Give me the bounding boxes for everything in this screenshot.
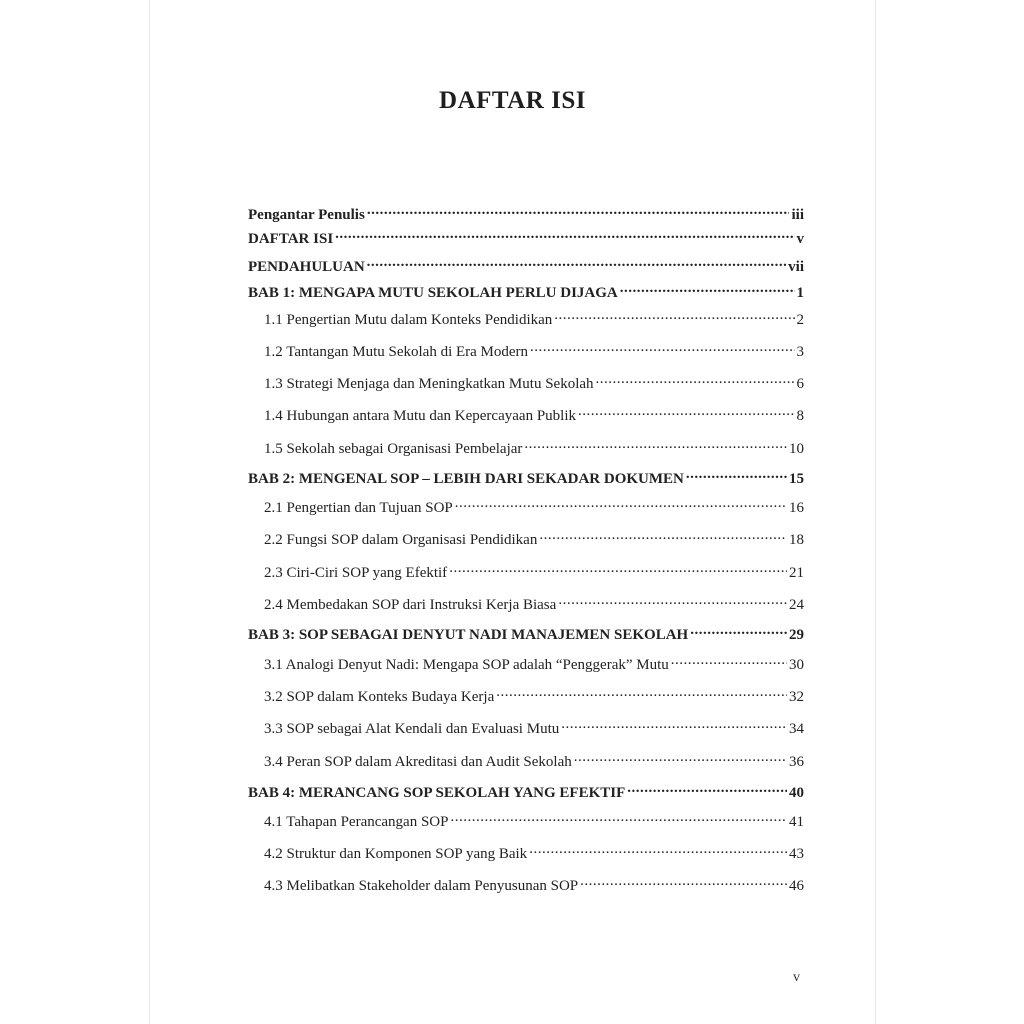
toc-dot-leader bbox=[450, 811, 787, 826]
toc-entry-label: 4.1 Tahapan Perancangan SOP bbox=[264, 814, 449, 830]
toc-entry-label: 1.5 Sekolah sebagai Organisasi Pembelajar bbox=[264, 441, 523, 457]
toc-dot-leader bbox=[554, 309, 794, 324]
toc-entry-label: BAB 4: MERANCANG SOP SEKOLAH YANG EFEKTIF bbox=[248, 785, 626, 801]
toc-entry-page: 30 bbox=[789, 657, 804, 673]
toc-entry-label: BAB 3: SOP SEBAGAI DENYUT NADI MANAJEMEN SEKOLAH bbox=[248, 627, 689, 643]
toc-section-entry bbox=[248, 594, 804, 614]
toc-entry-label: 2.3 Ciri-Ciri SOP yang Efektif bbox=[264, 565, 448, 581]
toc-entry-page: 16 bbox=[789, 500, 804, 516]
toc-entry-page: 29 bbox=[789, 627, 804, 643]
page-number: v bbox=[793, 970, 800, 985]
toc-dot-leader bbox=[574, 751, 787, 766]
toc-entry-page: 43 bbox=[789, 846, 804, 862]
toc-entry-page: 34 bbox=[789, 721, 804, 737]
toc-entry-page: 15 bbox=[789, 471, 804, 487]
toc-entry-page: 8 bbox=[796, 408, 804, 424]
toc-section-entry bbox=[248, 405, 804, 425]
toc-entry-page: iii bbox=[791, 207, 804, 223]
toc-entry-page: 46 bbox=[789, 878, 804, 894]
toc-chapter-entry bbox=[248, 282, 804, 302]
toc-entry-label: 3.2 SOP dalam Konteks Budaya Kerja bbox=[264, 689, 495, 705]
toc-entry-label: 1.4 Hubungan antara Mutu dan Kepercayaan Publik bbox=[264, 408, 576, 424]
toc-dot-leader bbox=[690, 624, 787, 639]
toc-entry-page: 1 bbox=[796, 285, 804, 301]
toc-dot-leader bbox=[539, 529, 787, 544]
document-page bbox=[149, 0, 876, 1024]
toc-chapter-entry bbox=[248, 468, 804, 488]
toc-chapter-entry bbox=[248, 782, 804, 802]
toc-entry-page: 18 bbox=[789, 532, 804, 548]
toc-entry-label: 4.3 Melibatkan Stakeholder dalam Penyusunan SOP bbox=[264, 878, 579, 894]
toc-section-entry bbox=[248, 811, 804, 831]
toc-dot-leader bbox=[524, 438, 787, 453]
page-title: DAFTAR ISI bbox=[439, 87, 586, 114]
toc-section-entry bbox=[248, 686, 804, 706]
toc-dot-leader bbox=[530, 341, 794, 356]
toc-entry-label: DAFTAR ISI bbox=[248, 231, 334, 247]
toc-entry-label: 3.3 SOP sebagai Alat Kendali dan Evaluasi Mutu bbox=[264, 721, 560, 737]
toc-entry-label: BAB 1: MENGAPA MUTU SEKOLAH PERLU DIJAGA bbox=[248, 285, 618, 301]
toc-entry-label: 3.1 Analogi Denyut Nadi: Mengapa SOP adalah “Penggerak” Mutu bbox=[264, 657, 669, 673]
toc-entry-page: 32 bbox=[789, 689, 804, 705]
toc-entry-label: 3.4 Peran SOP dalam Akreditasi dan Audit Sekolah bbox=[264, 754, 572, 770]
toc-dot-leader bbox=[455, 497, 787, 512]
toc-dot-leader bbox=[561, 718, 787, 733]
toc-section-entry bbox=[248, 529, 804, 549]
toc-entry-page: 24 bbox=[789, 597, 804, 613]
toc-entry-label: 2.1 Pengertian dan Tujuan SOP bbox=[264, 500, 453, 516]
toc-dot-leader bbox=[620, 282, 795, 297]
toc-dot-leader bbox=[496, 686, 787, 701]
toc-entry-label: PENDAHULUAN bbox=[248, 259, 365, 275]
toc-dot-leader bbox=[671, 654, 787, 669]
toc-section-entry bbox=[248, 309, 804, 329]
toc-entry-page: 41 bbox=[789, 814, 804, 830]
toc-section-entry bbox=[248, 875, 804, 895]
toc-entry-page: 36 bbox=[789, 754, 804, 770]
toc-section-entry bbox=[248, 718, 804, 738]
toc-entry-label: 4.2 Struktur dan Komponen SOP yang Baik bbox=[264, 846, 528, 862]
toc-dot-leader bbox=[686, 468, 787, 483]
toc-entry-label: 1.1 Pengertian Mutu dalam Konteks Pendidikan bbox=[264, 312, 553, 328]
toc-entry-label: Pengantar Penulis bbox=[248, 207, 365, 223]
toc-entry-page: 6 bbox=[796, 376, 804, 392]
toc-dot-leader bbox=[580, 875, 787, 890]
toc-entry bbox=[248, 256, 804, 276]
toc-entry-page: vii bbox=[788, 259, 804, 275]
toc-entry-page: 21 bbox=[789, 565, 804, 581]
toc-section-entry bbox=[248, 373, 804, 393]
toc-section-entry bbox=[248, 562, 804, 582]
toc-dot-leader bbox=[449, 562, 787, 577]
toc-dot-leader bbox=[367, 256, 786, 271]
toc-chapter-entry bbox=[248, 624, 804, 644]
toc-entry-page: 3 bbox=[796, 344, 804, 360]
toc-entry-page: v bbox=[796, 231, 804, 247]
toc-entry-label: 1.3 Strategi Menjaga dan Meningkatkan Mutu Sekolah bbox=[264, 376, 594, 392]
toc-entry-label: 2.4 Membedakan SOP dari Instruksi Kerja Biasa bbox=[264, 597, 557, 613]
toc-dot-leader bbox=[578, 405, 795, 420]
toc-entry-label: 2.2 Fungsi SOP dalam Organisasi Pendidikan bbox=[264, 532, 538, 548]
toc-entry-page: 40 bbox=[789, 785, 804, 801]
toc-section-entry bbox=[248, 843, 804, 863]
toc-section-entry bbox=[248, 654, 804, 674]
toc-entry-page: 2 bbox=[796, 312, 804, 328]
toc-dot-leader bbox=[367, 204, 790, 219]
toc-section-entry bbox=[248, 751, 804, 771]
toc-entry-label: 1.2 Tantangan Mutu Sekolah di Era Modern bbox=[264, 344, 529, 360]
toc-entry bbox=[248, 228, 804, 248]
toc-dot-leader bbox=[335, 228, 794, 243]
toc-entry-label: BAB 2: MENGENAL SOP – LEBIH DARI SEKADAR DOKUMEN bbox=[248, 471, 684, 487]
toc-dot-leader bbox=[558, 594, 787, 609]
toc-dot-leader bbox=[596, 373, 795, 388]
toc-entry bbox=[248, 204, 804, 224]
toc-section-entry bbox=[248, 497, 804, 517]
toc-entry-page: 10 bbox=[789, 441, 804, 457]
toc-section-entry bbox=[248, 438, 804, 458]
toc-dot-leader bbox=[529, 843, 787, 858]
toc-dot-leader bbox=[627, 782, 787, 797]
toc-section-entry bbox=[248, 341, 804, 361]
